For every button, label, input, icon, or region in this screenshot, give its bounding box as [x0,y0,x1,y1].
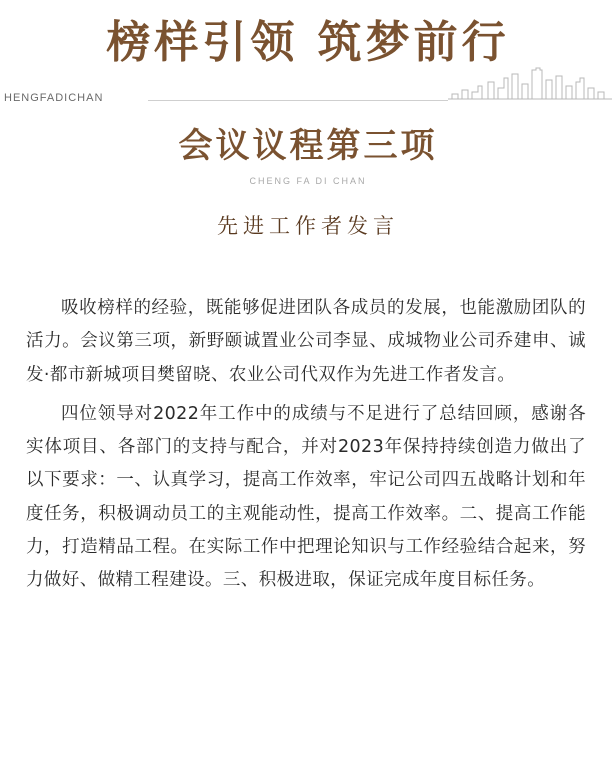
city-skyline-icon [448,66,612,100]
paragraph-1: 吸收榜样的经验，既能够促进团队各成员的发展，也能激励团队的活力。会议第三项，新野颐诚置业公司李显、成城物业公司乔建申、诚发·都市新城项目樊留晓、农业公司代双作为先进工作者发言。 [26,298,586,385]
brand-text: HENGFADICHAN [4,92,104,104]
divider-line [148,100,448,101]
headline: 榜样引领 筑梦前行 [106,17,510,68]
section-title: 会议议程第三项 [178,126,438,166]
article-body [26,292,586,604]
paragraph-2: 四位领导对2022年工作中的成绩与不足进行了总结回顾，感谢各实体项目、各部门的支持与配合，并对2023年保持持续创造力做出了以下要求：一、认真学习，提高工作效率，牢记公司四五战略计划和年度任务，积极调动员工的主观能动性，提高工作效率。二、提高工作能力，打造精品工程。在实际工作中把理论知识与工作经验结合起来，努力做好、做精工程建设。三、积极进取，保证完成年度目标任务。 [26,403,586,591]
section-subtitle: 先进工作者发言 [217,214,399,238]
sub-brand-text: CHENG FA DI CHAN [249,176,367,186]
